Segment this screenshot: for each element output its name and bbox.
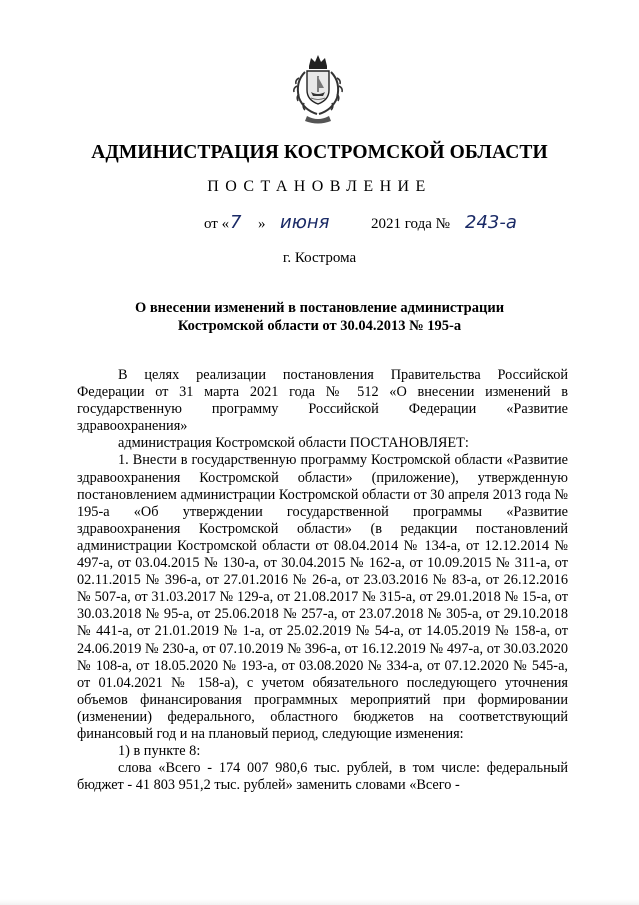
date-day-handwritten: 7 xyxy=(230,212,242,233)
body-paragraph: слова «Всего - 174 007 980,6 тыс. рублей, в том числе: федеральный бюджет - 41 803 951,2 тыс. рублей» заменить словами «Всего - xyxy=(77,760,568,794)
organization-title: АДМИНИСТРАЦИЯ КОСТРОМСКОЙ ОБЛАСТИ xyxy=(91,142,548,163)
document-number-handwritten: 243-а xyxy=(465,212,517,233)
subject-line-1: О внесении изменений в постановление администрации xyxy=(134,300,505,316)
body-paragraph: администрация Костромской области ПОСТАНОВЛЯЕТ: xyxy=(118,435,469,452)
subject-line-2: Костромской области от 30.04.2013 № 195-а xyxy=(177,318,462,334)
coat-of-arms-icon xyxy=(287,52,349,126)
document-type: ПОСТАНОВЛЕНИЕ xyxy=(207,178,432,195)
date-year-text: 2021 года № xyxy=(371,216,450,232)
document-subject xyxy=(0,299,639,335)
body-paragraph: 1) в пункте 8: xyxy=(118,743,201,760)
body-paragraph: 1. Внести в государственную программу Костромской области «Развитие здравоохранения Костромской области» (приложение), утвержденную постановлением администрации Костромской области от 30 апреля 2013 года № 195-а «Об утверждении государственной программы «Развитие здравоохранения Костромской области» (в редакции постановлений администрации Костромской области от 08.04.2014 № 134-а, от 12.12.2014 № 497-а, от 03.04.2015 № 130-а, от 30.04.2015 № 162-а, от 10.09.2015 № 311-а, от 02.11.2015 № 396-а, от 27.01.2016 № 26-а, от 23.03.2016 № 83-а, от 26.12.2016 № 507-а, от 31.03.2017 № 129-а, от 21.08.2017 № 315-а, от 29.01.2018 № 15-а, от 30.03.2018 № 95-а, от 25.06.2018 № 257-а, от 23.07.2018 № 305-а, от 29.10.2018 № 441-а, от 21.01.2019 № 1-а, от 25.02.2019 № 54-а, от 14.05.2019 № 158-а, от 24.06.2019 № 230-а, от 07.10.2019 № 396-а, от 16.12.2019 № 497-а, от 30.03.2020 № 108-а, от 18.05.2020 № 193-а, от 03.08.2020 № 334-а, от 07.12.2020 № 545-а, от 01.04.2021 № 158-а), с учетом обязательного последующего уточнения объемов финансирования программных мероприятий при формировании (изменении) федерального, областного бюджетов на соответствующий финансовый год и на плановый период, следующие изменения: xyxy=(77,452,568,742)
date-quote-close: » xyxy=(258,216,266,232)
date-month-handwritten: июня xyxy=(280,212,330,233)
city: г. Кострома xyxy=(282,250,357,266)
date-prefix: от « xyxy=(204,216,230,232)
page-bottom-edge xyxy=(0,899,639,905)
document-body xyxy=(77,367,568,794)
body-paragraph: В целях реализации постановления Правительства Российской Федерации от 31 марта 2021 года № 512 «О внесении изменений в государственную программу Российской Федерации «Развитие здравоохранения» xyxy=(77,367,568,435)
date-line xyxy=(204,212,544,238)
